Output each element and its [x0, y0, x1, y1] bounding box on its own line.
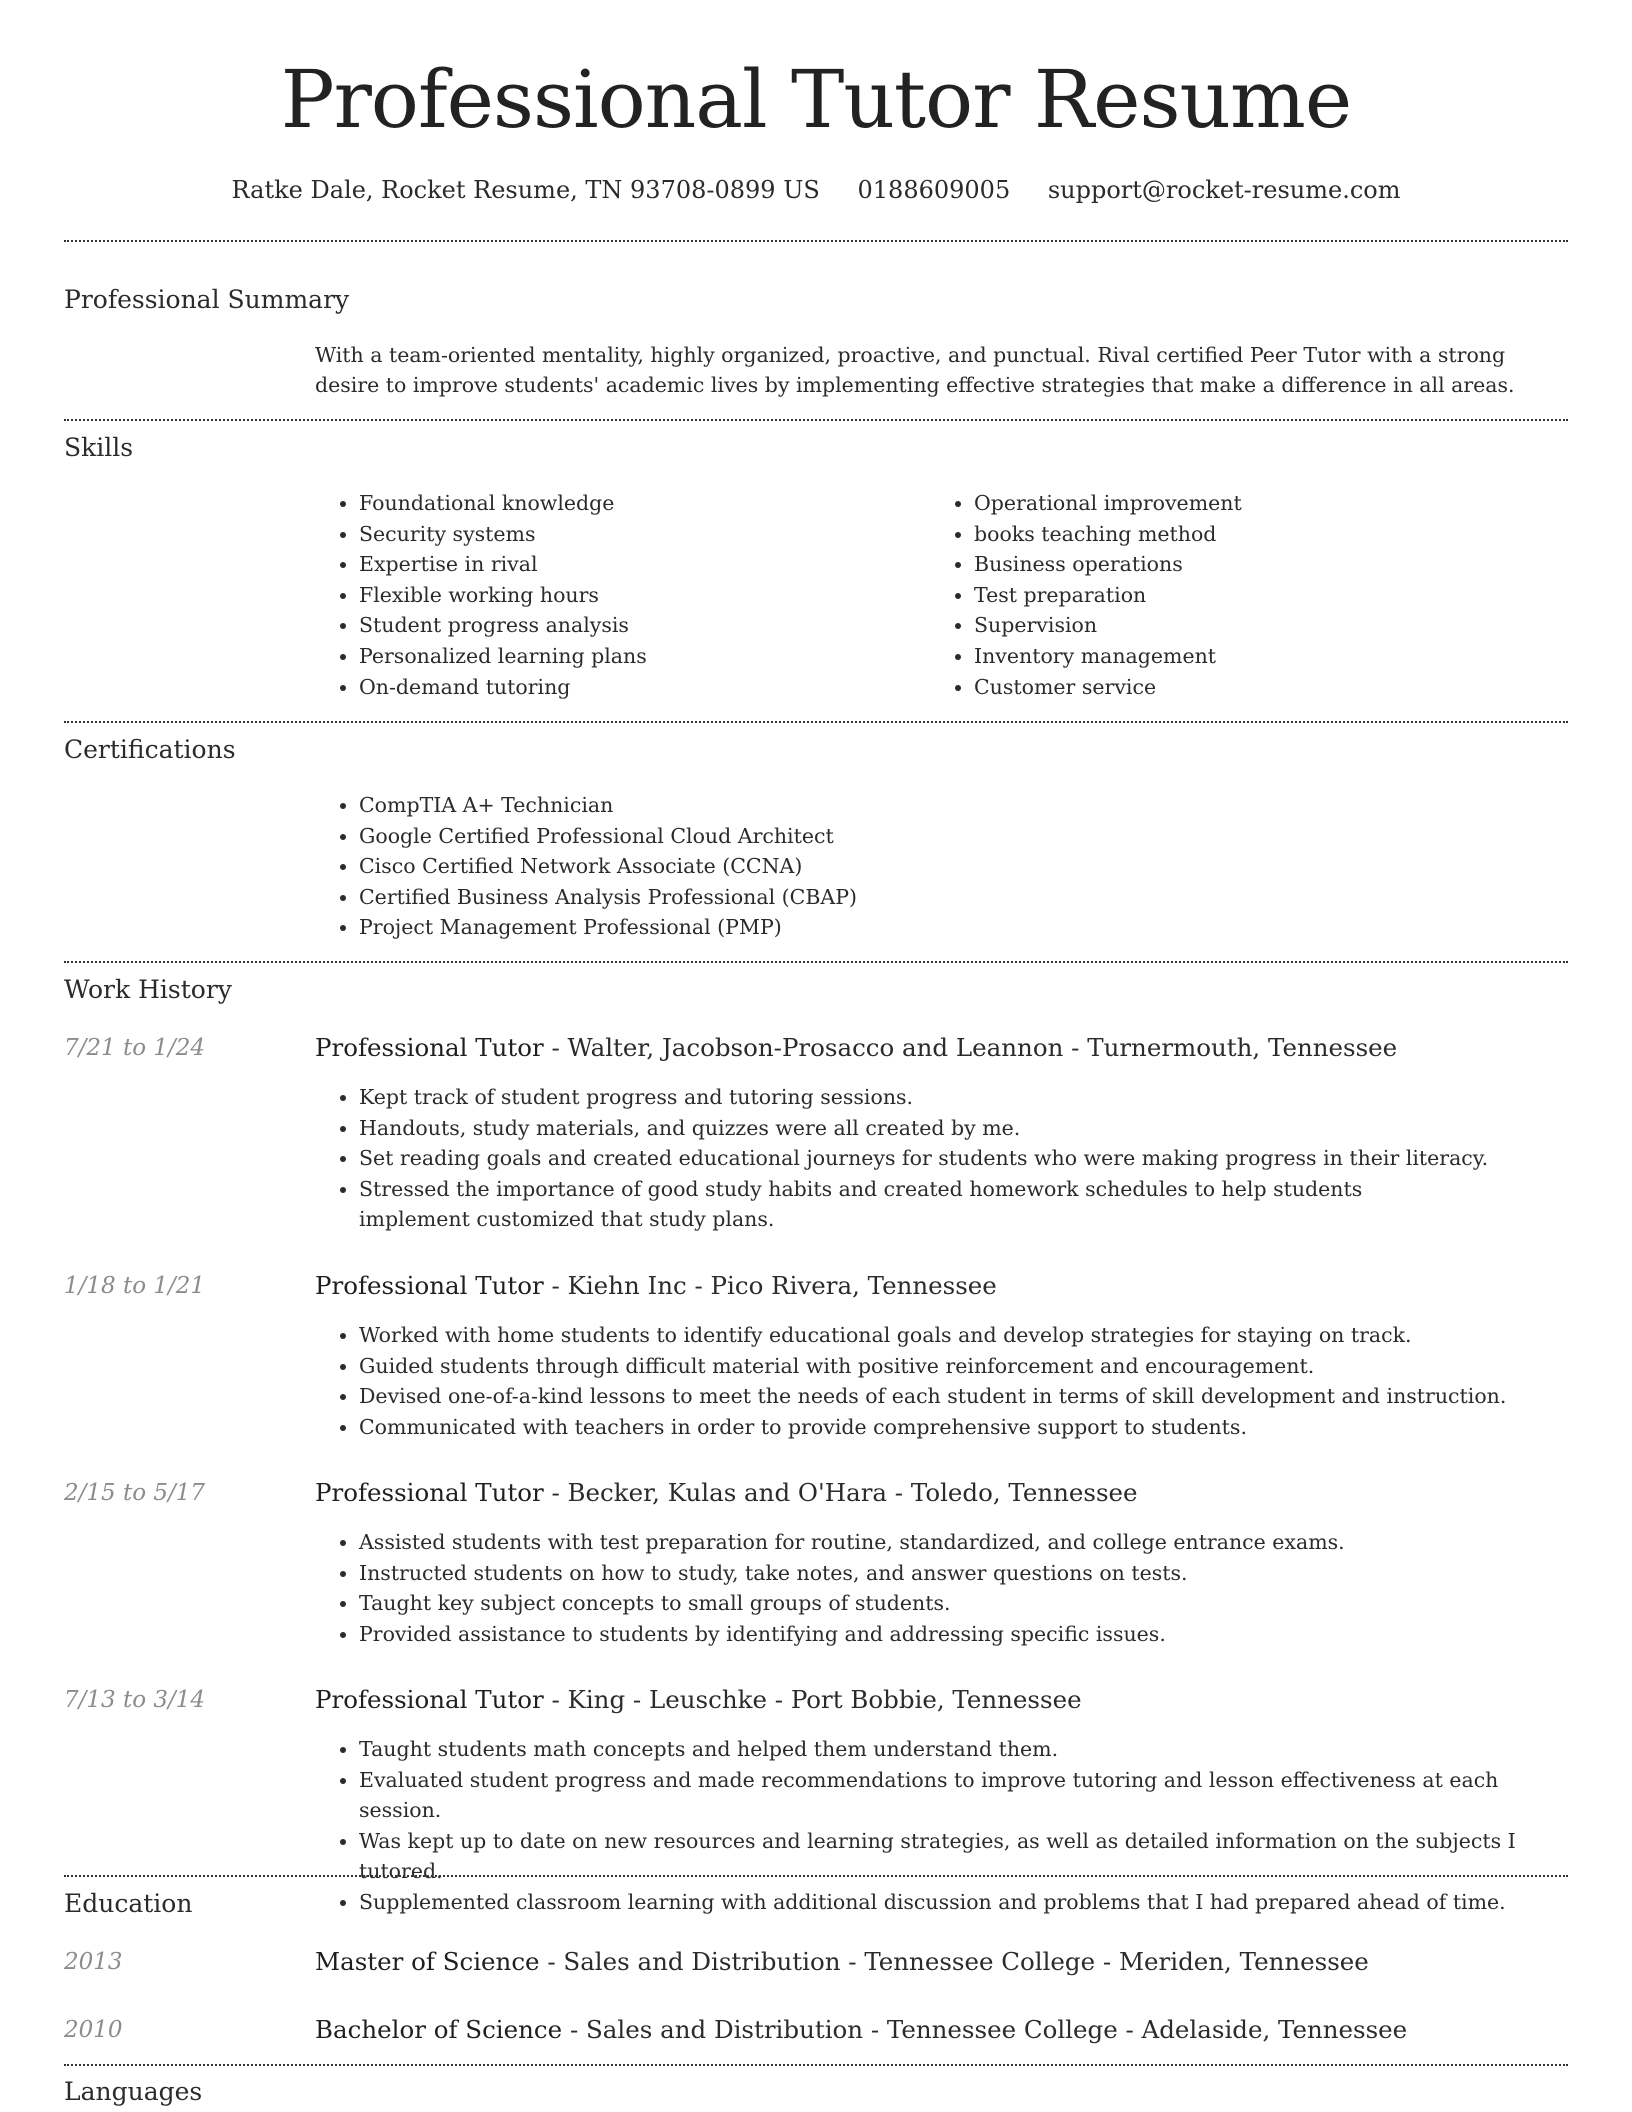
certification-item: • Cisco Certified Network Associate (CCNA) — [359, 851, 1515, 882]
languages-heading: Languages — [64, 2077, 203, 2106]
education-degree: Master of Science — [315, 1947, 540, 1976]
skill-item: • Security systems — [359, 519, 915, 550]
contact-email: support@rocket-resume.com — [1047, 176, 1401, 204]
education-year: 2010 — [64, 2017, 123, 2043]
skills-list-right — [930, 488, 1530, 702]
skill-item: • Flexible working hours — [359, 580, 915, 611]
summary-heading: Professional Summary — [64, 285, 350, 314]
skill-item: • Test preparation — [974, 580, 1530, 611]
job-bullet: • Was kept up to date on new resources and learning strategies, as well as detailed information on the subjects I tutored. — [359, 1826, 1568, 1887]
job-role: Professional Tutor — [315, 1478, 544, 1507]
section-divider — [64, 419, 1568, 421]
job-bullet: • Taught students math concepts and helped them understand them. — [359, 1734, 1568, 1765]
contact-line — [0, 170, 1632, 210]
job-bullet: • Assisted students with test preparation for routine, standardized, and college entrance exams. — [359, 1527, 1568, 1558]
job-dates: 7/13 to 3/14 — [64, 1687, 206, 1713]
job-bullets — [315, 1320, 1568, 1442]
job-bullet: • Set reading goals and created educational journeys for students who were making progress in their literacy. — [359, 1143, 1568, 1174]
skill-item: • Inventory management — [974, 641, 1530, 672]
section-divider — [64, 721, 1568, 723]
job-role: Professional Tutor — [315, 1033, 544, 1062]
job-bullet: • Guided students through difficult material with positive reinforcement and encouragement. — [359, 1351, 1568, 1382]
skill-item: • books teaching method — [974, 519, 1530, 550]
contact-address: Ratke Dale, Rocket Resume, TN 93708-0899 US — [231, 176, 820, 204]
job-dates: 1/18 to 1/21 — [64, 1273, 206, 1299]
job-employer: - King - Leuschke - Port Bobbie, Tennessee — [543, 1685, 1082, 1714]
job-employer: - Becker, Kulas and O'Hara - Toledo, Tennessee — [543, 1478, 1138, 1507]
job-role: Professional Tutor — [315, 1271, 544, 1300]
job-bullet: • Kept track of student progress and tutoring sessions. — [359, 1082, 1568, 1113]
job-bullet: • Communicated with teachers in order to provide comprehensive support to students. — [359, 1412, 1568, 1443]
job-title — [315, 1030, 1397, 1066]
job-bullet: • Instructed students on how to study, take notes, and answer questions on tests. — [359, 1558, 1568, 1589]
skill-item: • Student progress analysis — [359, 610, 915, 641]
contact-phone: 0188609005 — [857, 176, 1011, 204]
job-bullet: • Provided assistance to students by identifying and addressing specific issues. — [359, 1619, 1568, 1650]
skill-item: • Supervision — [974, 610, 1530, 641]
education-heading: Education — [64, 1889, 193, 1918]
job-bullet: • Evaluated student progress and made recommendations to improve tutoring and lesson effectiveness at each session. — [359, 1765, 1568, 1826]
job-bullet: • Devised one-of-a-kind lessons to meet the needs of each student in terms of skill development and instruction. — [359, 1381, 1568, 1412]
certifications-list — [315, 790, 1515, 943]
job-title — [315, 1475, 1138, 1511]
certification-item: • Certified Business Analysis Professional (CBAP) — [359, 882, 1515, 913]
certification-item: • Google Certified Professional Cloud Architect — [359, 821, 1515, 852]
job-bullet: • Stressed the importance of good study habits and created homework schedules to help students implement customized that study plans. — [359, 1174, 1568, 1235]
education-entry — [315, 1944, 1369, 1980]
skills-heading: Skills — [64, 433, 134, 462]
education-degree: Bachelor of Science — [315, 2015, 563, 2044]
job-role: Professional Tutor — [315, 1685, 544, 1714]
education-details: - Sales and Distribution - Tennessee College - Meriden, Tennessee — [539, 1947, 1369, 1976]
job-bullet: • Worked with home students to identify educational goals and develop strategies for staying on track. — [359, 1320, 1568, 1351]
job-employer: - Walter, Jacobson-Prosacco and Leannon - Turnermouth, Tennessee — [543, 1033, 1398, 1062]
job-bullets — [315, 1082, 1568, 1235]
certification-item: • CompTIA A+ Technician — [359, 790, 1515, 821]
skill-item: • Personalized learning plans — [359, 641, 915, 672]
skill-item: • Expertise in rival — [359, 549, 915, 580]
job-employer: - Kiehn Inc - Pico Rivera, Tennessee — [543, 1271, 997, 1300]
skills-list-left — [315, 488, 915, 702]
certifications-heading: Certifications — [64, 735, 236, 764]
job-dates: 2/15 to 5/17 — [64, 1480, 206, 1506]
job-bullet: • Taught key subject concepts to small groups of students. — [359, 1588, 1568, 1619]
skill-item: • On-demand tutoring — [359, 672, 915, 703]
job-dates: 7/21 to 1/24 — [64, 1035, 206, 1061]
skill-item: • Foundational knowledge — [359, 488, 915, 519]
resume-title: Professional Tutor Resume — [280, 53, 1352, 146]
summary-text: With a team-oriented mentality, highly organized, proactive, and punctual. Rival certified Peer Tutor with a strong desire to improve students' academic lives by implementing effective strategies that make a difference in all areas. — [315, 343, 1515, 397]
section-divider — [64, 2064, 1568, 2066]
work-history-heading: Work History — [64, 975, 232, 1004]
job-bullets — [315, 1527, 1568, 1649]
job-bullet: • Handouts, study materials, and quizzes were all created by me. — [359, 1113, 1568, 1144]
education-details: - Sales and Distribution - Tennessee College - Adelaside, Tennessee — [562, 2015, 1408, 2044]
certification-item: • Project Management Professional (PMP) — [359, 912, 1515, 943]
section-divider — [64, 1875, 1568, 1877]
section-divider — [64, 961, 1568, 963]
job-title — [315, 1268, 997, 1304]
education-year: 2013 — [64, 1949, 123, 1975]
section-divider — [64, 240, 1568, 242]
job-title — [315, 1682, 1082, 1718]
job-bullet: • Supplemented classroom learning with additional discussion and problems that I had prepared ahead of time. — [359, 1887, 1568, 1918]
skill-item: • Business operations — [974, 549, 1530, 580]
skill-item: • Operational improvement — [974, 488, 1530, 519]
education-entry — [315, 2012, 1407, 2048]
job-bullets — [315, 1734, 1568, 1918]
skill-item: • Customer service — [974, 672, 1530, 703]
